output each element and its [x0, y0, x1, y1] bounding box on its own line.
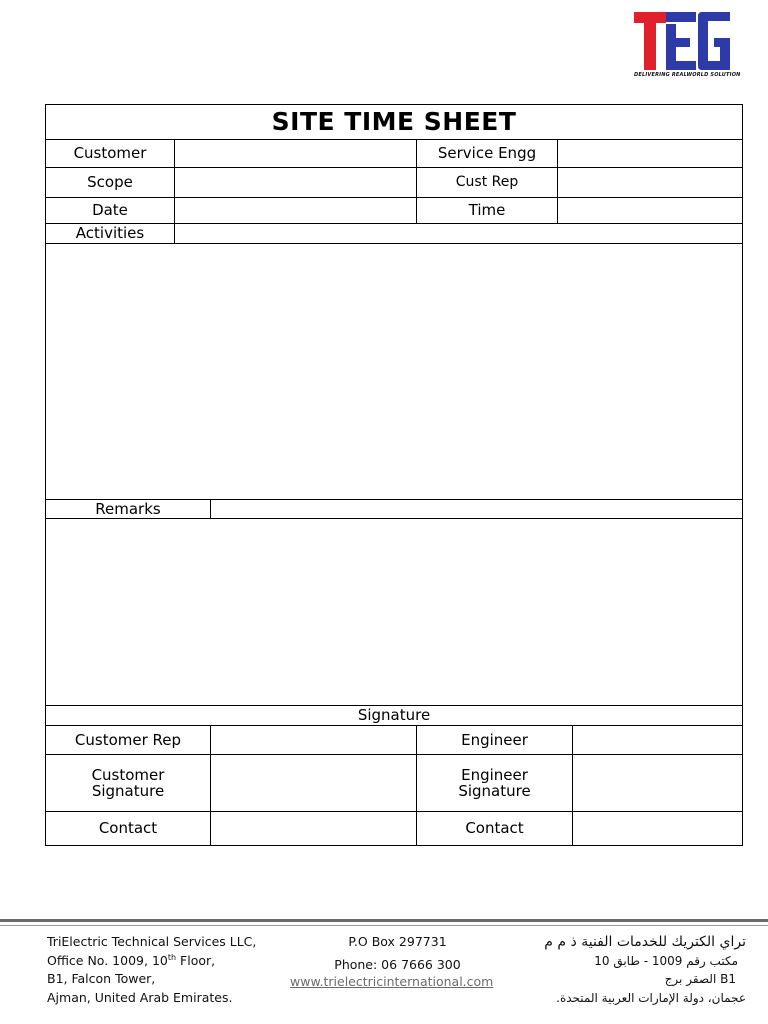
- scope-field[interactable]: [175, 168, 417, 198]
- logo-tagline: DELIVERING REALWORLD SOLUTION: [634, 72, 741, 78]
- activities-area[interactable]: [46, 244, 743, 500]
- teg-logo-graphic: [632, 10, 732, 72]
- footer-arabic-office: مكتب رقم 1009 - طابق 10: [594, 953, 738, 968]
- site-time-sheet-form: [45, 104, 742, 846]
- activities-header-field[interactable]: [175, 224, 743, 244]
- engineer-field[interactable]: [573, 726, 743, 755]
- customer-rep-field[interactable]: [211, 726, 417, 755]
- footer-company-name: TriElectric Technical Services LLC,: [47, 934, 257, 949]
- footer-rule-thin: [0, 925, 768, 926]
- remarks-header-field[interactable]: [211, 500, 743, 519]
- footer-office-prefix: Office No. 1009, 10: [47, 952, 168, 968]
- customer-signature-label: [46, 755, 211, 812]
- customer-label: Customer: [46, 140, 175, 168]
- date-field[interactable]: [175, 198, 417, 224]
- company-logo: [632, 10, 741, 80]
- cust-rep-field[interactable]: [558, 168, 743, 198]
- footer-office-suffix: Floor,: [176, 952, 216, 968]
- engineer-signature-label: [417, 755, 573, 812]
- page-title: SITE TIME SHEET: [46, 105, 743, 140]
- footer-website-link[interactable]: www.trielectricinternational.com: [290, 974, 494, 989]
- engineer-signature-field[interactable]: [573, 755, 743, 812]
- engineer-label: Engineer: [417, 726, 573, 755]
- footer-address: [47, 933, 256, 1007]
- remarks-label: Remarks: [46, 500, 211, 519]
- cust-rep-label: Cust Rep: [417, 168, 558, 198]
- footer-office-sup: th: [167, 952, 177, 962]
- engineer-signature-label-line1: Engineer: [461, 765, 528, 784]
- remarks-area[interactable]: [46, 519, 743, 706]
- time-field[interactable]: [558, 198, 743, 224]
- signature-heading: Signature: [46, 706, 743, 726]
- footer-arabic-city: عجمان، دولة الإمارات العربية المتحدة.: [556, 990, 746, 1005]
- service-engg-field[interactable]: [558, 140, 743, 168]
- time-sheet-table: [45, 104, 743, 846]
- service-engg-label: Service Engg: [417, 140, 558, 168]
- customer-contact-label: Contact: [46, 812, 211, 846]
- engineer-contact-field[interactable]: [573, 812, 743, 846]
- footer-office: [47, 952, 256, 971]
- footer-rule-thick: [0, 919, 768, 922]
- customer-signature-label-line2: Signature: [91, 782, 165, 800]
- customer-signature-label-line1: Customer: [91, 765, 165, 784]
- customer-field[interactable]: [175, 140, 417, 168]
- activities-label: Activities: [46, 224, 175, 244]
- date-label: Date: [46, 198, 175, 224]
- customer-contact-field[interactable]: [211, 812, 417, 846]
- footer-tower: B1, Falcon Tower,: [47, 971, 156, 986]
- engineer-signature-label-line2: Signature: [458, 782, 531, 800]
- time-label: Time: [417, 198, 558, 224]
- customer-rep-label: Customer Rep: [46, 726, 211, 755]
- engineer-contact-label: Contact: [417, 812, 573, 846]
- customer-signature-field[interactable]: [211, 755, 417, 812]
- footer-arabic-address: [544, 933, 746, 1007]
- footer-arabic-tower: B1 الصقر برج: [664, 972, 736, 986]
- scope-label: Scope: [46, 168, 175, 198]
- footer-pobox: P.O Box 297731: [348, 934, 447, 949]
- footer-contact: [290, 933, 505, 989]
- footer-phone: Phone: 06 7666 300: [334, 956, 461, 972]
- footer-arabic-company: تراي الكتريك للخدمات الفنية ذ م م: [544, 934, 746, 950]
- footer-city: Ajman, United Arab Emirates.: [47, 989, 233, 1005]
